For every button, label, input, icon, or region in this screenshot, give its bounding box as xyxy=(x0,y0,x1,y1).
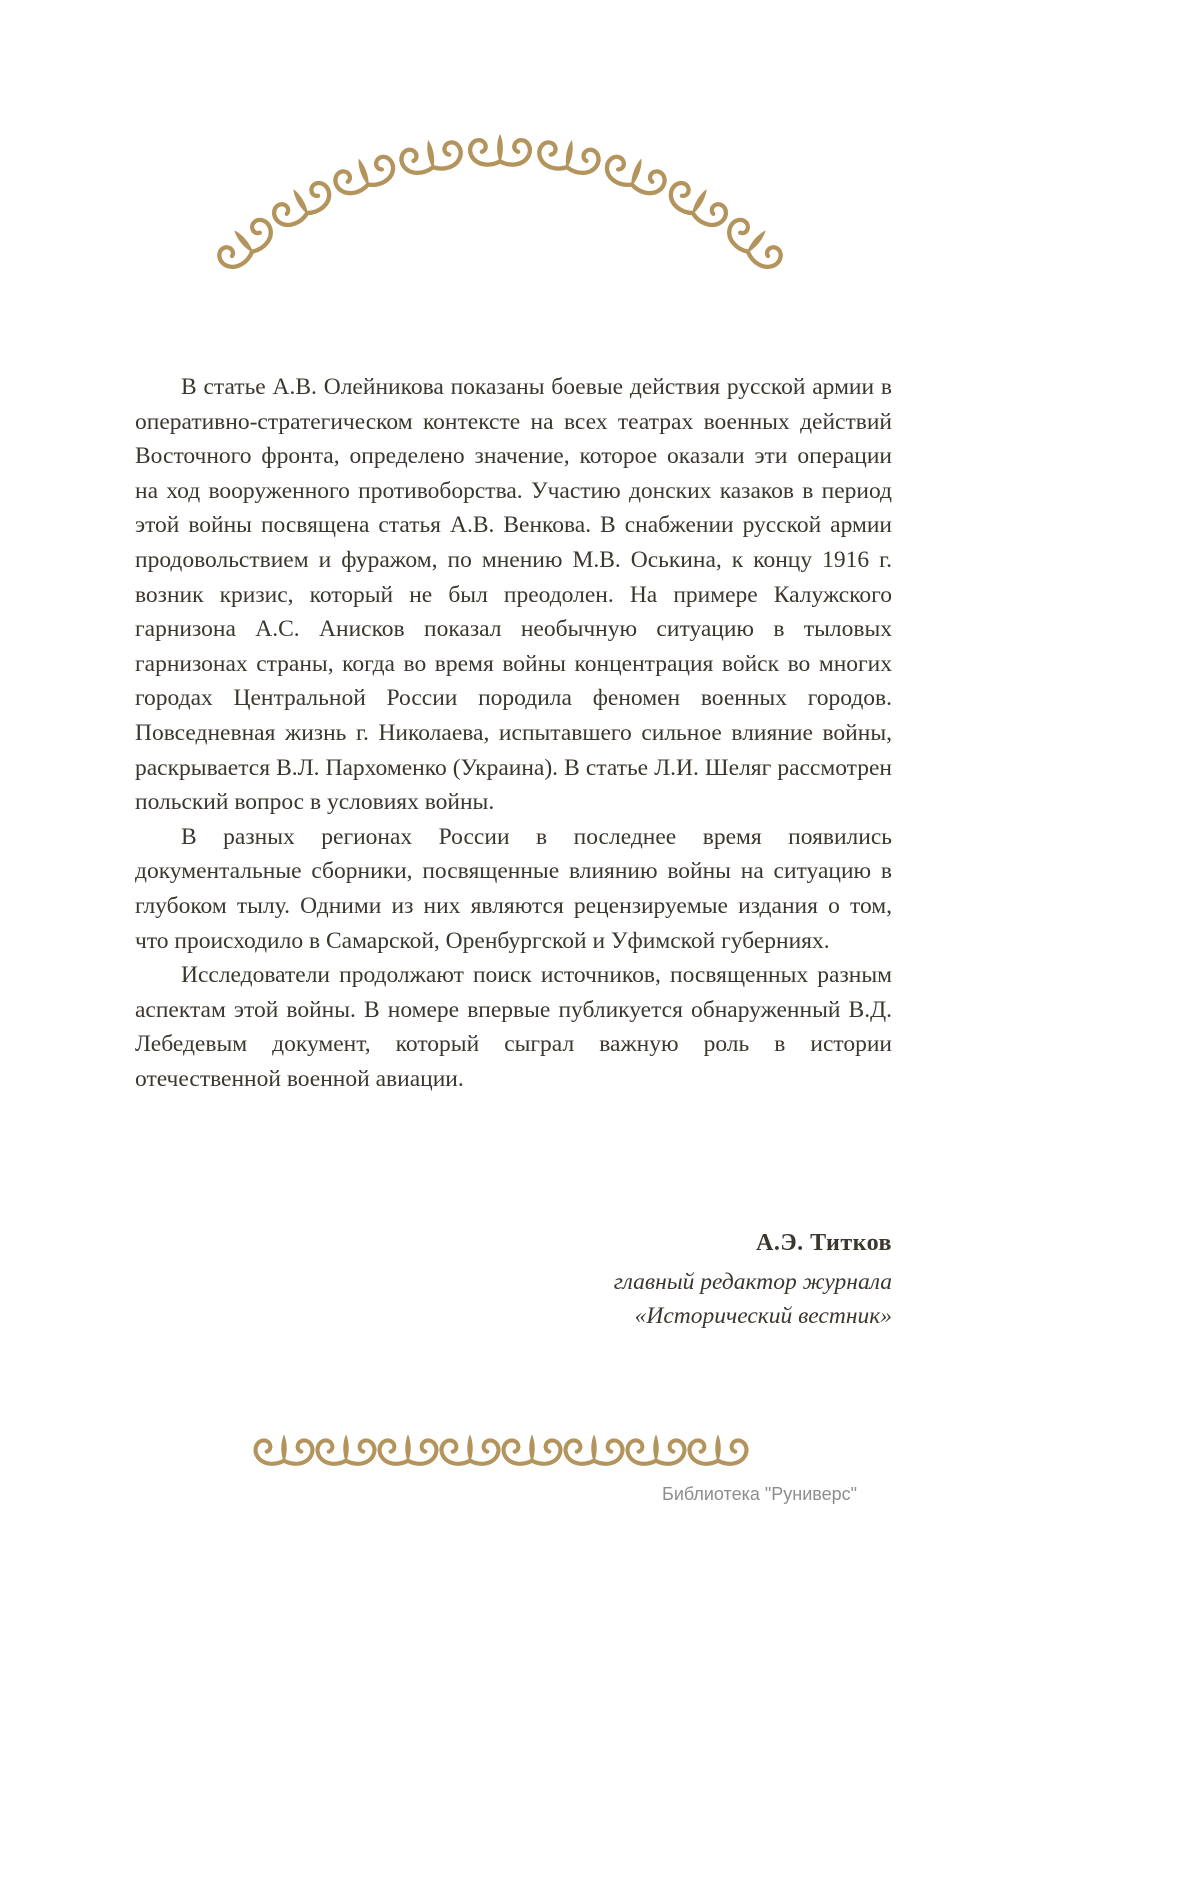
top-arc-ornament xyxy=(213,138,793,270)
paragraph: Исследователи продолжают поиск источников, посвященных разным аспектам этой войны. В номере впервые публикуется обнаруженный В.Д. Лебедевым документ, который сыграл важную роль в истории отечественной военной авиации. xyxy=(135,962,892,1092)
paragraph: В статье А.В. Олейникова показаны боевые действия русской армии в оперативно-стратегическом контексте на всех театрах военных действий Восточного фронта, определено значение, которое оказали эти операции на ход вооруженного противоборства. Участию донских казаков в период этой войны посвящена статья А.В. Венкова. В снабжении русской армии продовольствием и фуражом, по мнению М.В. Оськина, к концу 1916 г. возник кризис, который не был преодолен. На примере Калужского гарнизона А.С. Анисков показал необычную ситуацию в тыловых гарнизонах страны, когда во время войны концентрация войск во многих городах Центральной России породила феномен военных городов. Повседневная жизнь г. Николаева, испытавшего сильное влияние войны, раскрывается В.Л. Пархоменко (Украина). В статье Л.И. Шеляг рассмотрен польский вопрос в условиях войны. xyxy=(135,374,892,816)
signature-role-line1: главный редактор журнала xyxy=(613,1269,892,1295)
signature-name: А.Э. Титков xyxy=(755,1230,892,1256)
bottom-band-ornament xyxy=(253,1428,747,1468)
signature-role-line2: «Исторический вестник» xyxy=(634,1303,892,1329)
paragraph: В разных регионах России в последнее время появились документальные сборники, посвященные влиянию войны на ситуацию в глубоком тылу. Одними из них являются рецензируемые издания о том, что происходило в Самарской, Оренбургской и Уфимской губерниях. xyxy=(135,823,892,954)
main-text xyxy=(135,370,892,1096)
signature-block xyxy=(135,1230,892,1333)
library-watermark: Библиотека "Руниверс" xyxy=(662,1484,858,1504)
